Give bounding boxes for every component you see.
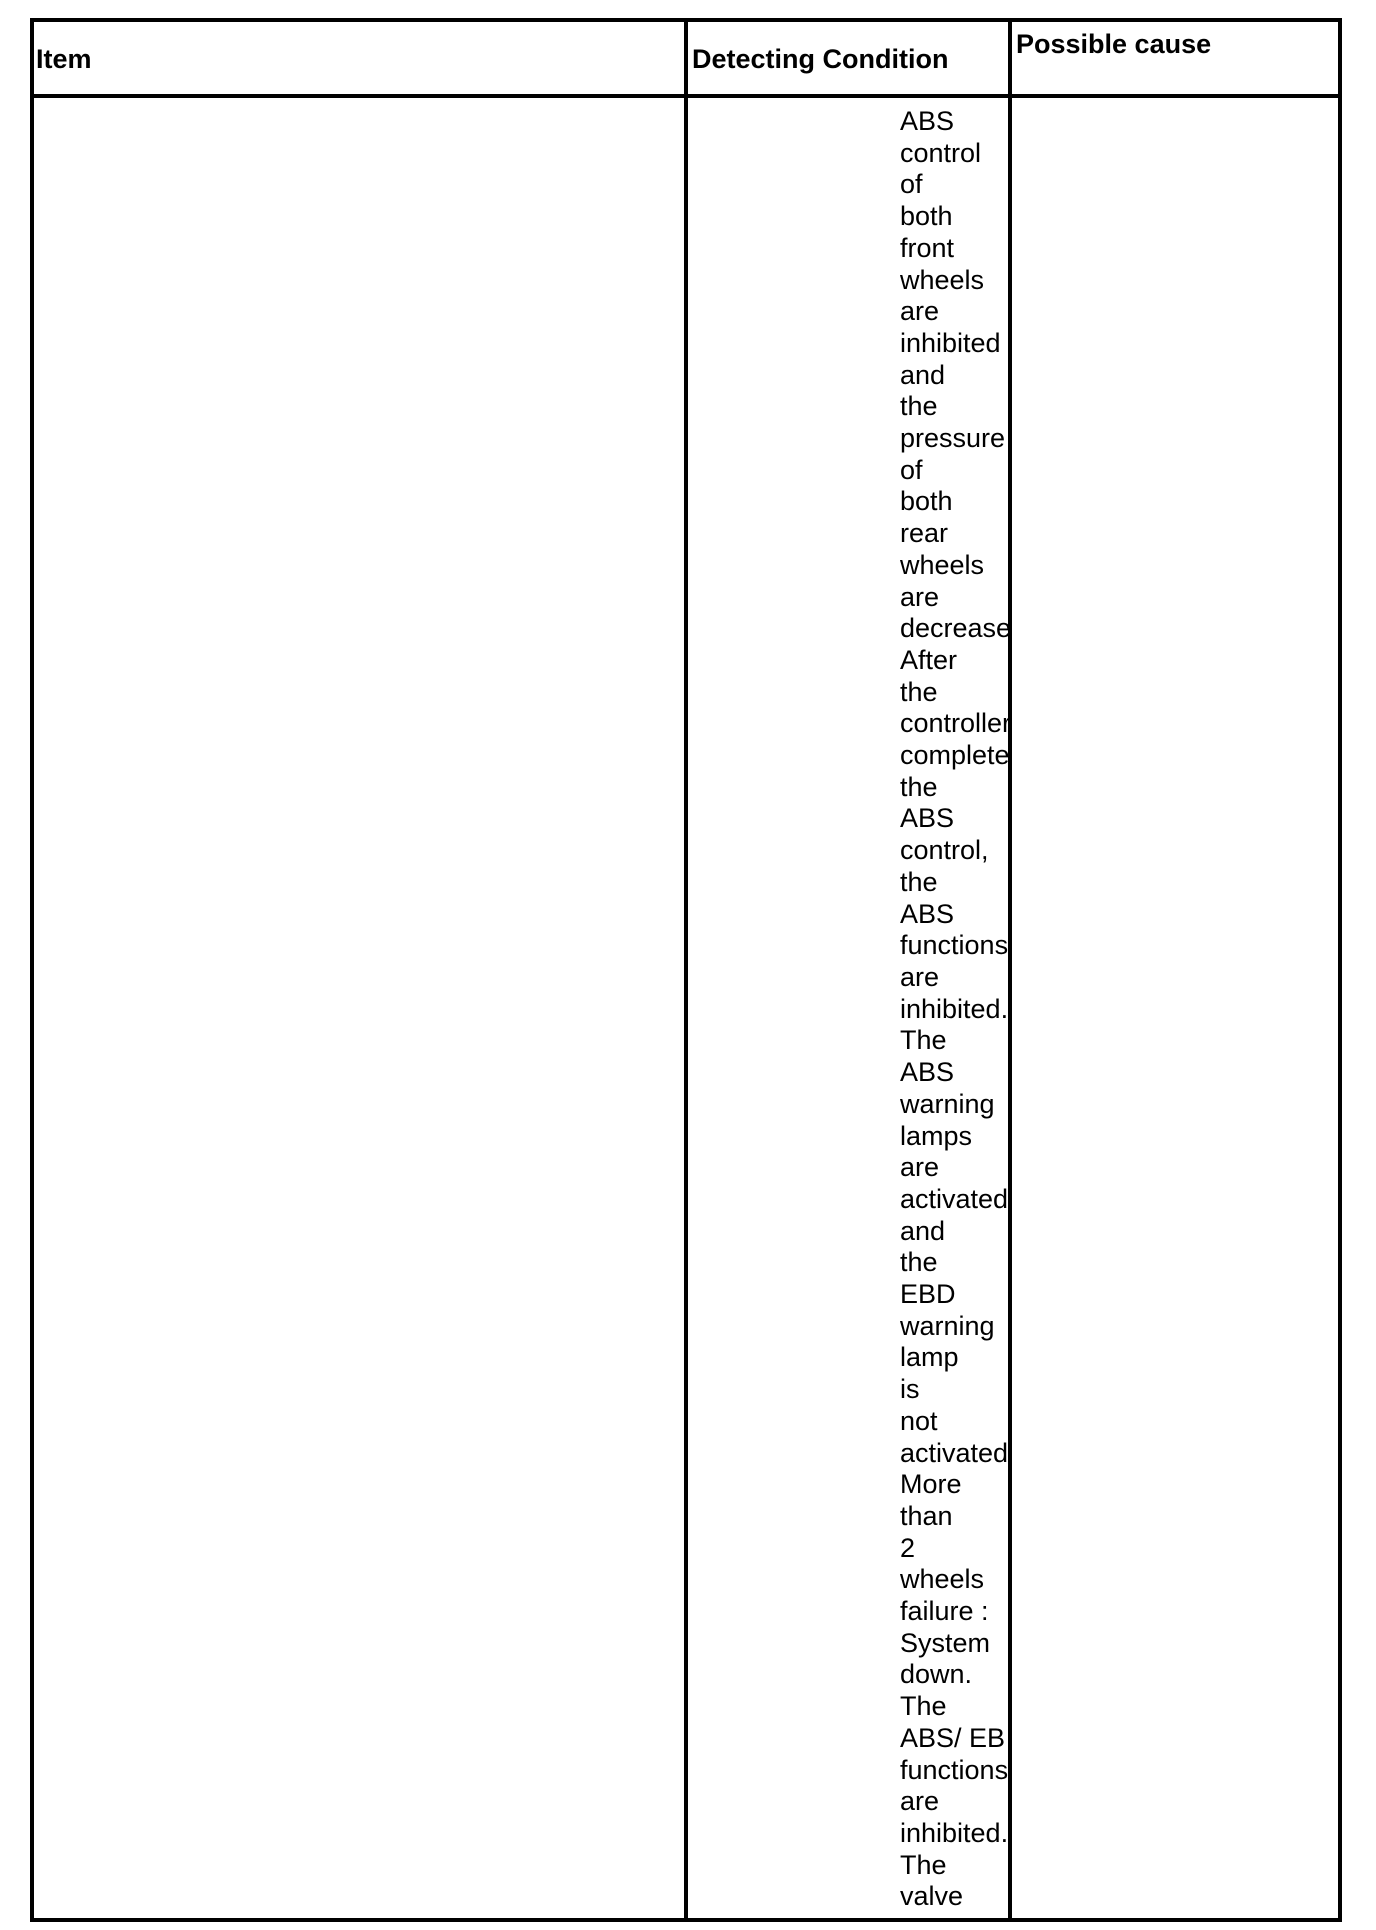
condition-word: decrease <box>900 613 1012 644</box>
condition-word: both <box>900 201 953 232</box>
condition-word: the <box>900 866 938 897</box>
condition-word: the <box>900 676 938 707</box>
condition-word: the <box>900 1247 938 1278</box>
row-1-detecting-condition-cell <box>900 106 1040 1913</box>
condition-word: control <box>900 137 982 168</box>
condition-word: activated <box>900 1183 1009 1214</box>
condition-word: More <box>900 1469 962 1500</box>
table-border-left <box>30 18 34 1922</box>
condition-word: ABS <box>900 106 955 136</box>
condition-word: The <box>900 1025 947 1056</box>
condition-word: wheels <box>900 264 985 295</box>
condition-word: are <box>900 1152 940 1183</box>
condition-word: 2 <box>900 1532 916 1563</box>
condition-word: ABS <box>900 898 955 929</box>
condition-word: control, <box>900 835 989 866</box>
condition-word: The <box>900 1849 947 1880</box>
condition-word: and <box>900 1215 946 1246</box>
dtc-table <box>30 18 1342 1922</box>
condition-word: are <box>900 961 940 992</box>
condition-word: The <box>900 1691 947 1722</box>
condition-word: down. <box>900 1659 973 1690</box>
condition-word: inhibited <box>900 327 1001 358</box>
condition-word: front <box>900 232 955 263</box>
condition-word: warning <box>900 1088 995 1119</box>
condition-word: activated <box>900 1437 1009 1468</box>
condition-word: failure : <box>900 1596 989 1627</box>
condition-word: valve <box>900 1881 964 1912</box>
condition-word: warning <box>900 1310 995 1341</box>
condition-word: of <box>900 454 923 485</box>
condition-word: are <box>900 296 940 327</box>
condition-word: wheels <box>900 1564 985 1595</box>
condition-word: and <box>900 359 946 390</box>
condition-word: both <box>900 486 953 517</box>
header-detecting-condition: Detecting Condition <box>692 44 949 74</box>
condition-word: ABS <box>900 1057 955 1088</box>
condition-word: ABS/ EB <box>900 1722 1006 1753</box>
condition-word: pressure <box>900 423 1006 454</box>
header-item: Item <box>36 44 92 74</box>
condition-word: wheels <box>900 549 985 580</box>
table-border-right <box>1338 18 1342 1922</box>
condition-word: complete <box>900 740 1010 771</box>
condition-word: System <box>900 1627 991 1658</box>
condition-word: are <box>900 581 940 612</box>
condition-word: ABS <box>900 803 955 834</box>
condition-word: inhibited. <box>900 1817 1009 1848</box>
condition-word: EBD <box>900 1279 956 1310</box>
condition-word: After <box>900 644 958 675</box>
condition-word: than <box>900 1500 953 1531</box>
condition-word: the <box>900 391 938 422</box>
condition-word: lamp <box>900 1342 959 1373</box>
condition-word: controller <box>900 708 1012 739</box>
condition-word: not <box>900 1405 938 1436</box>
condition-word: is <box>900 1374 920 1405</box>
header-possible-cause: Possible cause <box>1016 29 1212 59</box>
column-divider-1 <box>684 18 688 1922</box>
condition-word: the <box>900 771 938 802</box>
condition-word: functions <box>900 930 1009 961</box>
condition-word: functions <box>900 1754 1009 1785</box>
condition-word: lamps <box>900 1120 973 1151</box>
condition-word: of <box>900 169 923 200</box>
condition-word: rear <box>900 518 949 549</box>
condition-word: inhibited. <box>900 993 1009 1024</box>
condition-word: are <box>900 1786 940 1817</box>
